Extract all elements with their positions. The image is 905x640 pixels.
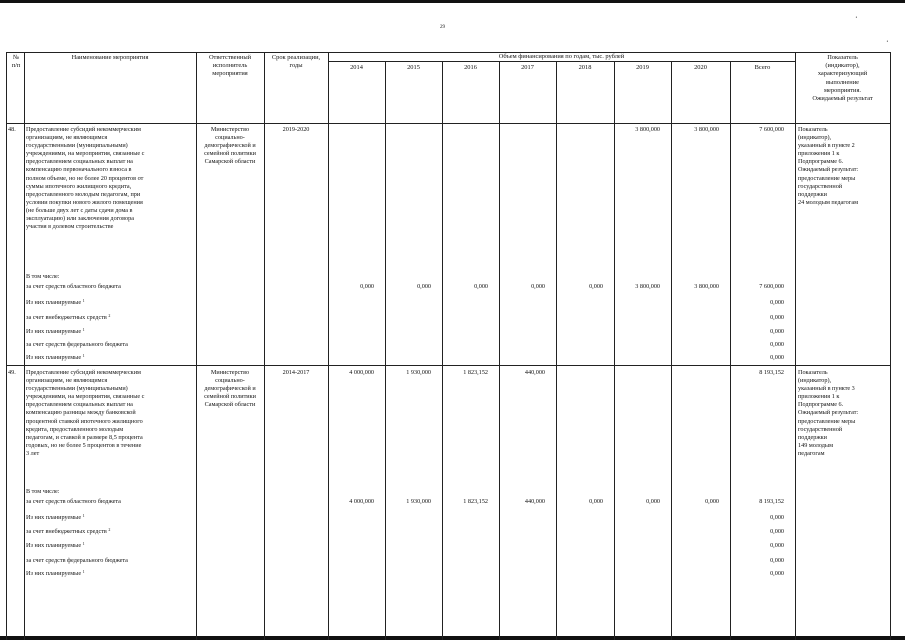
scan-speck: ⋅	[886, 37, 889, 46]
item-49-subrow-value-2020: 0,000	[705, 498, 719, 505]
table-vertical-rule	[890, 52, 891, 640]
item-48-description-line: полном объеме, но не более 20 процентов от	[26, 174, 144, 182]
item-49-value-2017: 440,000	[524, 369, 545, 376]
header-period	[264, 54, 328, 70]
item-49-subrow-value-Всего: 8 193,152	[759, 498, 784, 505]
item-48-subrow-value-2015: 0,000	[417, 283, 431, 290]
item-49-subrow-value-2019: 0,000	[646, 498, 660, 505]
item-49-including-label: В том числе:	[26, 488, 60, 495]
item-49-value-Всего: 8 193,152	[759, 369, 784, 376]
header-responsible-line: Ответственный	[208, 54, 252, 61]
header-indicator-line: (индикатор),	[825, 62, 860, 70]
item-48-subrow-label	[26, 341, 196, 349]
item-49-description-line: годовых, но не более 5 процентов в течение	[26, 441, 142, 449]
item-48-period: 2019-2020	[282, 126, 310, 133]
funding-source-label: Из них планируемые	[26, 542, 82, 549]
item-49-description	[26, 369, 194, 458]
item-49-description-line: процентной ставкой ипотечного жилищного	[26, 417, 143, 425]
footnote-marker: 1	[82, 541, 85, 546]
item-48-responsible	[196, 126, 264, 166]
item-49-description-line: организациям, не являющимся	[26, 377, 108, 385]
header-bottom-rule	[6, 123, 890, 124]
header-year-2016: 2016	[464, 64, 477, 71]
footnote-marker: 1	[82, 569, 85, 574]
header-indicator	[795, 54, 890, 103]
item-48-description-line: государственными (муниципальными)	[26, 142, 128, 150]
header-indicator-line: выполнение	[826, 78, 859, 86]
item-49-subrow-value-Всего: 0,000	[770, 557, 784, 564]
table-vertical-rule	[556, 61, 557, 640]
funding-source-label: за счет средств федерального бюджета	[26, 557, 128, 564]
item-48-responsible-line: социально-	[215, 134, 245, 142]
item-49-description-line: педагогам, и ставкой в размере 8,5 процента	[26, 433, 143, 441]
item-48-subrow-value-2018: 0,000	[589, 283, 603, 290]
item-48-subrow-label	[26, 299, 196, 307]
table-vertical-rule	[328, 52, 329, 640]
funding-source-label: за счет внебюджетных средств	[26, 314, 107, 321]
item-49-subrow-label	[26, 542, 196, 550]
funding-source-label: Из них планируемые	[26, 299, 82, 306]
header-number-line: п/п	[11, 62, 21, 70]
item-49-value-2014: 4 000,000	[349, 369, 374, 376]
item-49-indicator-line: поддержки	[798, 433, 827, 441]
footnote-marker: 1	[82, 513, 85, 518]
item-48-description	[26, 126, 194, 231]
table-left-rule	[6, 52, 7, 640]
item-48-description-line: учреждениями, на мероприятия, связанные с	[26, 150, 145, 158]
item-48-description-line: Предоставление субсидий некоммерческим	[26, 126, 141, 133]
header-year-2020: 2020	[694, 64, 707, 71]
item-48-including-label: В том числе:	[26, 273, 60, 280]
item-48-subrow-value-2019: 3 800,000	[635, 283, 660, 290]
item-48-subrow-label	[26, 354, 196, 362]
item-49-value-2015: 1 930,000	[406, 369, 431, 376]
table-vertical-rule	[385, 61, 386, 640]
table-vertical-rule	[614, 61, 615, 640]
item-48-indicator-line: государственной	[798, 182, 843, 190]
item-49-subrow-label	[26, 557, 196, 565]
item-48-description-line: компенсацию первоначального взноса в	[26, 166, 132, 174]
table-vertical-rule	[264, 52, 265, 640]
item-48-indicator-line: 24 молодым педагогам	[798, 198, 858, 206]
item-49-indicator-line: приложения 1 к	[798, 393, 840, 401]
item-48-number: 48.	[8, 126, 16, 133]
table-vertical-rule	[24, 52, 25, 640]
item-49-subrow-value-2018: 0,000	[589, 498, 603, 505]
item-49-subrow-value-2017: 440,000	[524, 498, 545, 505]
item-49-indicator-line: (индикатор),	[798, 377, 832, 385]
header-indicator-line: характеризующий	[817, 70, 868, 78]
item-49-subrow-value-2016: 1 823,152	[463, 498, 488, 505]
table-vertical-rule	[795, 52, 796, 640]
item-48-subrow-value-Всего: 0,000	[770, 299, 784, 306]
item-48-subrow-value-Всего: 0,000	[770, 314, 784, 321]
table-vertical-rule	[499, 61, 500, 640]
header-indicator-line: Ожидаемый результат	[812, 95, 873, 103]
item-48-description-line: условии покупки нового жилого помещения	[26, 198, 143, 206]
item-48-indicator-line: указанный в пункте 2	[798, 142, 855, 150]
item-49-indicator-line: государственной	[798, 425, 843, 433]
item-separator-rule	[6, 365, 890, 366]
item-48-indicator-line: (индикатор),	[798, 134, 832, 142]
item-49-description-line: компенсацию разницы между банковской	[26, 409, 136, 417]
header-period-line: Срок реализации,	[271, 54, 321, 61]
item-48-description-line: предоставленного молодым педагогам, при	[26, 190, 141, 198]
footnote-marker: 1	[82, 327, 85, 332]
item-48-value-2020: 3 800,000	[694, 126, 719, 133]
item-49-number: 49.	[8, 369, 16, 376]
item-49-responsible-line: Министерство	[210, 369, 250, 376]
item-49-value-2016: 1 823,152	[463, 369, 488, 376]
item-48-subrow-value-2017: 0,000	[531, 283, 545, 290]
item-49-responsible	[196, 369, 264, 409]
scan-border-top	[0, 0, 905, 3]
item-49-responsible-line: социально-	[215, 377, 245, 385]
item-49-subrow-label	[26, 514, 196, 522]
item-49-subrow-value-2015: 1 930,000	[406, 498, 431, 505]
item-48-subrow-label	[26, 314, 196, 322]
table-vertical-rule	[671, 61, 672, 640]
item-48-indicator	[798, 126, 890, 207]
item-48-subrow-label	[26, 328, 196, 336]
item-49-description-line: предоставлением социальных выплат на	[26, 401, 133, 409]
item-48-indicator-line: Показатель	[798, 126, 828, 133]
item-49-period: 2014-2017	[282, 369, 310, 376]
header-number	[8, 54, 24, 70]
item-49-description-line: кредита, предоставленного молодым	[26, 425, 124, 433]
item-48-description-line: участия в долевом строительстве	[26, 223, 114, 231]
item-48-subrow-value-Всего: 7 600,000	[759, 283, 784, 290]
header-year-2015: 2015	[407, 64, 420, 71]
footnote-marker: 1	[82, 298, 85, 303]
item-48-indicator-line: Ожидаемый результат:	[798, 166, 859, 174]
funding-source-label: Из них планируемые	[26, 354, 82, 361]
item-49-indicator-line: Подпрограмме 6.	[798, 401, 844, 409]
header-name: Наименование мероприятия	[71, 54, 149, 61]
header-period-line: годы	[289, 62, 303, 70]
scan-border-bottom	[0, 636, 905, 640]
item-49-indicator-line: указанный в пункте 3	[798, 385, 855, 393]
footnote-marker: 2	[108, 313, 111, 318]
header-responsible-line: исполнитель	[212, 62, 248, 70]
header-year-2018: 2018	[578, 64, 592, 71]
funding-source-label: за счет средств областного бюджета	[26, 498, 121, 505]
header-funding: Объем финансирования по годам, тыс. рублей	[498, 53, 625, 60]
item-48-value-Всего: 7 600,000	[759, 126, 784, 133]
item-49-subrow-label	[26, 498, 196, 506]
item-49-description-line: государственными (муниципальными)	[26, 385, 128, 393]
item-49-description-line: учреждениями, на мероприятия, связанные с	[26, 393, 145, 401]
item-48-description-line: предоставлением социальных выплат на	[26, 158, 133, 166]
item-49-indicator-line: предоставление меры	[798, 417, 856, 425]
item-48-subrow-value-2016: 0,000	[474, 283, 488, 290]
item-48-indicator-line: Подпрограмме 6.	[798, 158, 844, 166]
item-49-responsible-line: демографической и	[204, 385, 256, 393]
item-48-description-line: организациям, не являющимся	[26, 134, 108, 142]
item-49-responsible-line: Самарской области	[204, 401, 256, 409]
item-49-responsible-line: семейной политики	[204, 393, 256, 401]
funding-source-label: Из них планируемые	[26, 514, 82, 521]
item-48-subrow-value-Всего: 0,000	[770, 328, 784, 335]
item-49-description-line: 3 лет	[26, 449, 40, 457]
item-48-subrow-value-Всего: 0,000	[770, 354, 784, 361]
item-48-subrow-label	[26, 283, 196, 291]
scan-speck: ⋅	[855, 13, 858, 22]
item-49-indicator-line: Показатель	[798, 369, 828, 376]
item-48-responsible-line: демографической и	[204, 142, 256, 150]
item-48-value-2019: 3 800,000	[635, 126, 660, 133]
item-48-description-line: (не больше двух лет с даты сдачи дома в	[26, 206, 133, 214]
item-48-subrow-value-2020: 3 800,000	[694, 283, 719, 290]
header-year-2019: 2019	[636, 64, 649, 71]
header-indicator-line: мероприятия.	[824, 86, 861, 94]
item-49-indicator-line: 149 молодым	[798, 441, 833, 449]
funding-source-label: за счет внебюджетных средств	[26, 528, 107, 535]
header-year-2017: 2017	[521, 64, 534, 71]
item-48-description-line: суммы ипотечного жилищного кредита,	[26, 182, 132, 190]
item-49-indicator	[798, 369, 890, 458]
header-year-Всего: Всего	[754, 64, 771, 71]
item-49-description-line: Предоставление субсидий некоммерческим	[26, 369, 141, 376]
item-48-indicator-line: приложения 1 к	[798, 150, 840, 158]
item-48-responsible-line: семейной политики	[204, 150, 256, 158]
item-48-responsible-line: Самарской области	[204, 158, 256, 166]
item-49-subrow-label	[26, 528, 196, 536]
page-number: 29	[440, 25, 445, 30]
header-year-2014: 2014	[350, 64, 363, 71]
item-49-indicator-line: Ожидаемый результат:	[798, 409, 859, 417]
item-49-subrow-value-Всего: 0,000	[770, 570, 784, 577]
item-48-indicator-line: предоставление меры	[798, 174, 856, 182]
header-indicator-line: Показатель	[827, 54, 858, 61]
table-vertical-rule	[442, 61, 443, 640]
item-49-indicator-line: педагогам	[798, 449, 825, 457]
header-number-line: №	[12, 54, 20, 61]
footnote-marker: 1	[82, 353, 85, 358]
footnote-marker: 2	[108, 527, 111, 532]
header-responsible	[196, 54, 264, 79]
funding-source-label: Из них планируемые	[26, 328, 82, 335]
funding-source-label: за счет средств федерального бюджета	[26, 341, 128, 348]
table-vertical-rule	[730, 61, 731, 640]
item-48-subrow-value-2014: 0,000	[360, 283, 374, 290]
item-49-subrow-label	[26, 570, 196, 578]
item-48-responsible-line: Министерство	[210, 126, 250, 133]
funding-source-label: Из них планируемые	[26, 570, 82, 577]
item-48-description-line: эксплуатацию) или заключения договора	[26, 215, 134, 223]
item-49-subrow-value-Всего: 0,000	[770, 514, 784, 521]
item-48-indicator-line: поддержки	[798, 190, 827, 198]
item-49-subrow-value-Всего: 0,000	[770, 542, 784, 549]
funding-source-label: за счет средств областного бюджета	[26, 283, 121, 290]
header-responsible-line: мероприятия	[212, 70, 248, 78]
item-49-subrow-value-2014: 4 000,000	[349, 498, 374, 505]
item-49-subrow-value-Всего: 0,000	[770, 528, 784, 535]
item-48-subrow-value-Всего: 0,000	[770, 341, 784, 348]
